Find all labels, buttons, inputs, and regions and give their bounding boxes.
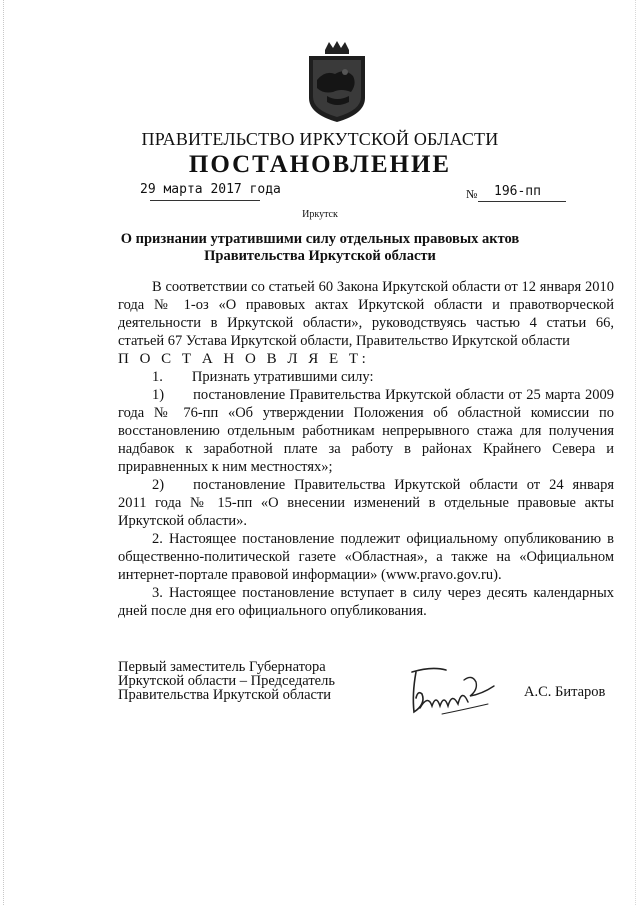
document-city: Иркутск [302,209,338,220]
signer-title-line-2: Иркутской области – Председатель [118,673,335,689]
item-1: 1. Признать утратившими силу: [152,369,374,385]
heading-line-2: Правительства Иркутской области [204,248,436,264]
number-underline [478,201,566,202]
signer-title-line-3: Правительства Иркутской области [118,687,332,703]
signer-title [118,660,335,702]
coat-of-arms-icon [305,40,369,124]
document-date: 29 марта 2017 года [140,182,281,197]
date-underline [150,200,260,201]
heading-line-1: О признании утратившими силу отдельных правовых актов [120,231,520,247]
item-1-subitem-1: 1) постановление Правительства Иркутской области от 25 марта 2009 года № 76-пп «Об утверждении Положения об областной комиссии по восстановлению отдельным работникам непрерывного стажа для получения надбавок к заработной плате за работу в районах Крайнего Севера и приравненных к ним местностях»; [118,387,614,475]
decree-word: П О С Т А Н О В Л Я Е Т: [118,351,370,367]
intro-paragraph: В соответствии со статьей 60 Закона Иркутской области от 12 января 2010 года № 1-оз «О правовых актах Иркутской области и правотворческой деятельности в Иркутской области», руководствуясь частью 4 статьи 66, статьей 67 Устава Иркутской области, Правительство Иркутской области [118,279,614,349]
handwritten-signature [402,664,498,720]
document-body [118,278,614,620]
item-2: 2. Настоящее постановление подлежит официальному опубликованию в общественно-политической газете «Областная», а также на «Официальном интернет-портале правовой информации» (www.pravo.gov.ru). [118,531,614,583]
signer-title-line-1: Первый заместитель Губернатора [118,659,326,675]
item-1-subitem-2: 2) постановление Правительства Иркутской области от 24 января 2011 года № 15-пп «О внесении изменений в отдельные правовые акты Иркутской области». [118,477,614,529]
item-3: 3. Настоящее постановление вступает в силу через десять календарных дней после дня его официального опубликования. [118,585,614,619]
government-title: ПРАВИТЕЛЬСТВО ИРКУТСКОЙ ОБЛАСТИ [141,129,499,149]
number-sign: № [466,187,478,201]
document-heading [0,231,640,265]
document-number: 196-пп [494,184,541,199]
document-type: ПОСТАНОВЛЕНИЕ [188,151,452,178]
signer-name: А.С. Битаров [524,684,606,700]
